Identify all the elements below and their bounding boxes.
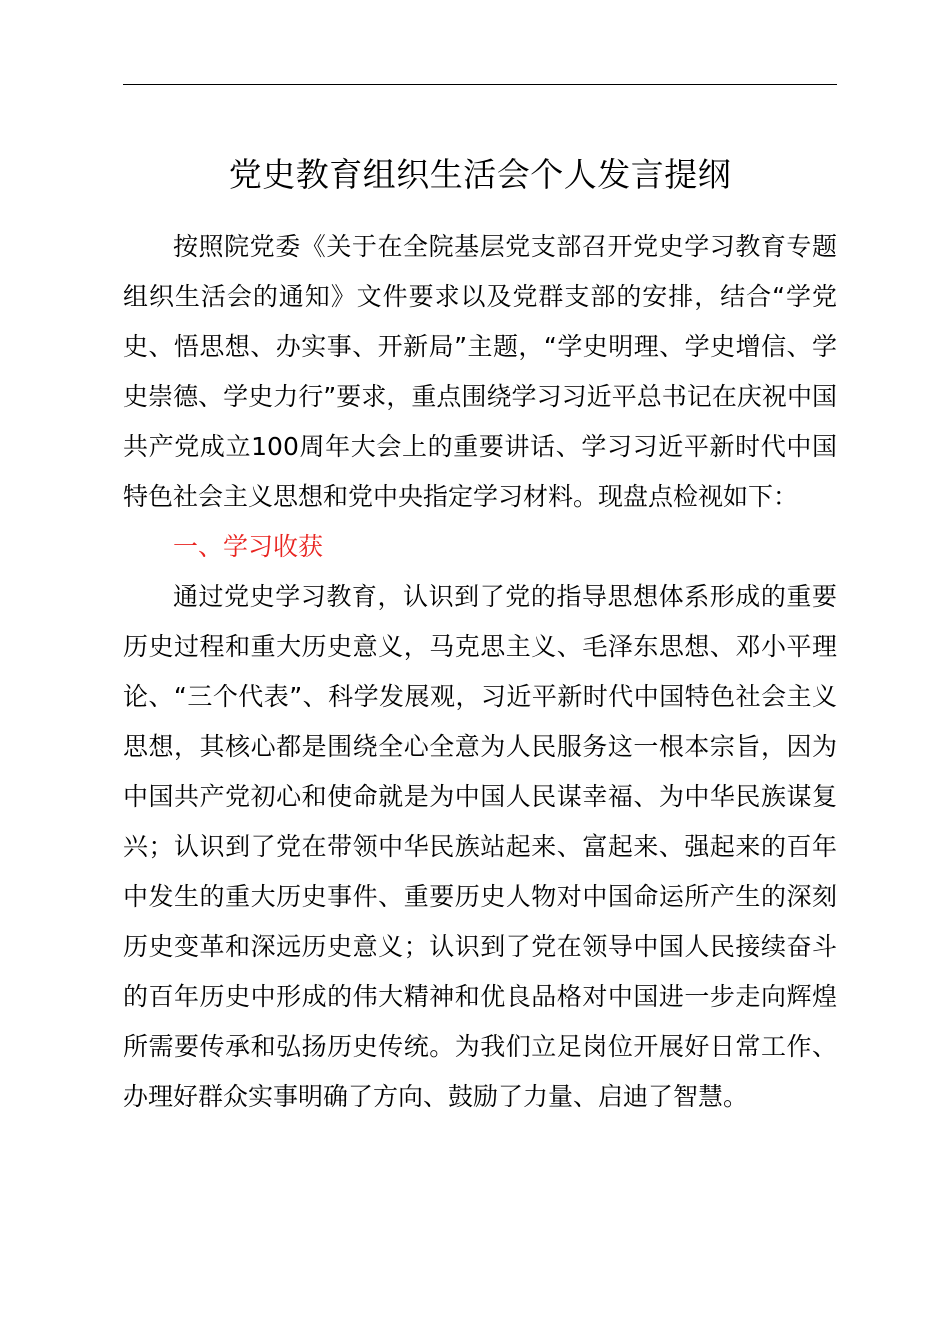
document-title: 党史教育组织生活会个人发言提纲 [228,155,732,194]
section-1-paragraph: 通过党史学习教育，认识到了党的指导思想体系形成的重要历史过程和重大历史意义，马克思主义、毛泽东思想、邓小平理论、“三个代表”、科学发展观，习近平新时代中国特色社会主义思想，其核心都是围绕全心全意为人民服务这一根本宗旨，因为中国共产党初心和使命就是为中国人民谋幸福、为中华民族谋复兴；认识到了党在带领中华民族站起来、富起来、强起来的百年中发生的重大历史事件、重要历史人物对中国命运所产生的深刻历史变革和深远历史意义；认识到了党在领导中国人民接续奋斗的百年历史中形成的伟大精神和优良品格对中国进一步走向辉煌所需要传承和弘扬历史传统。为我们立足岗位开展好日常工作、办理好群众实事明确了方向、鼓励了力量、启迪了智慧。 [123,582,837,1111]
header-rule [123,84,837,85]
intro-paragraph: 按照院党委《关于在全院基层党支部召开党史学习教育专题组织生活会的通知》文件要求以及党群支部的安排，结合“学党史、悟思想、办实事、开新局”主题，“学史明理、学史增信、学史崇德、学史力行”要求，重点围绕学习习近平总书记在庆祝中国共产党成立100周年大会上的重要讲话、学习习近平新时代中国特色社会主义思想和党中央指定学习材料。现盘点检视如下： [123,232,837,511]
section-heading-learning-gains: 一、学习收获 [173,532,324,561]
document-body [123,222,837,1122]
